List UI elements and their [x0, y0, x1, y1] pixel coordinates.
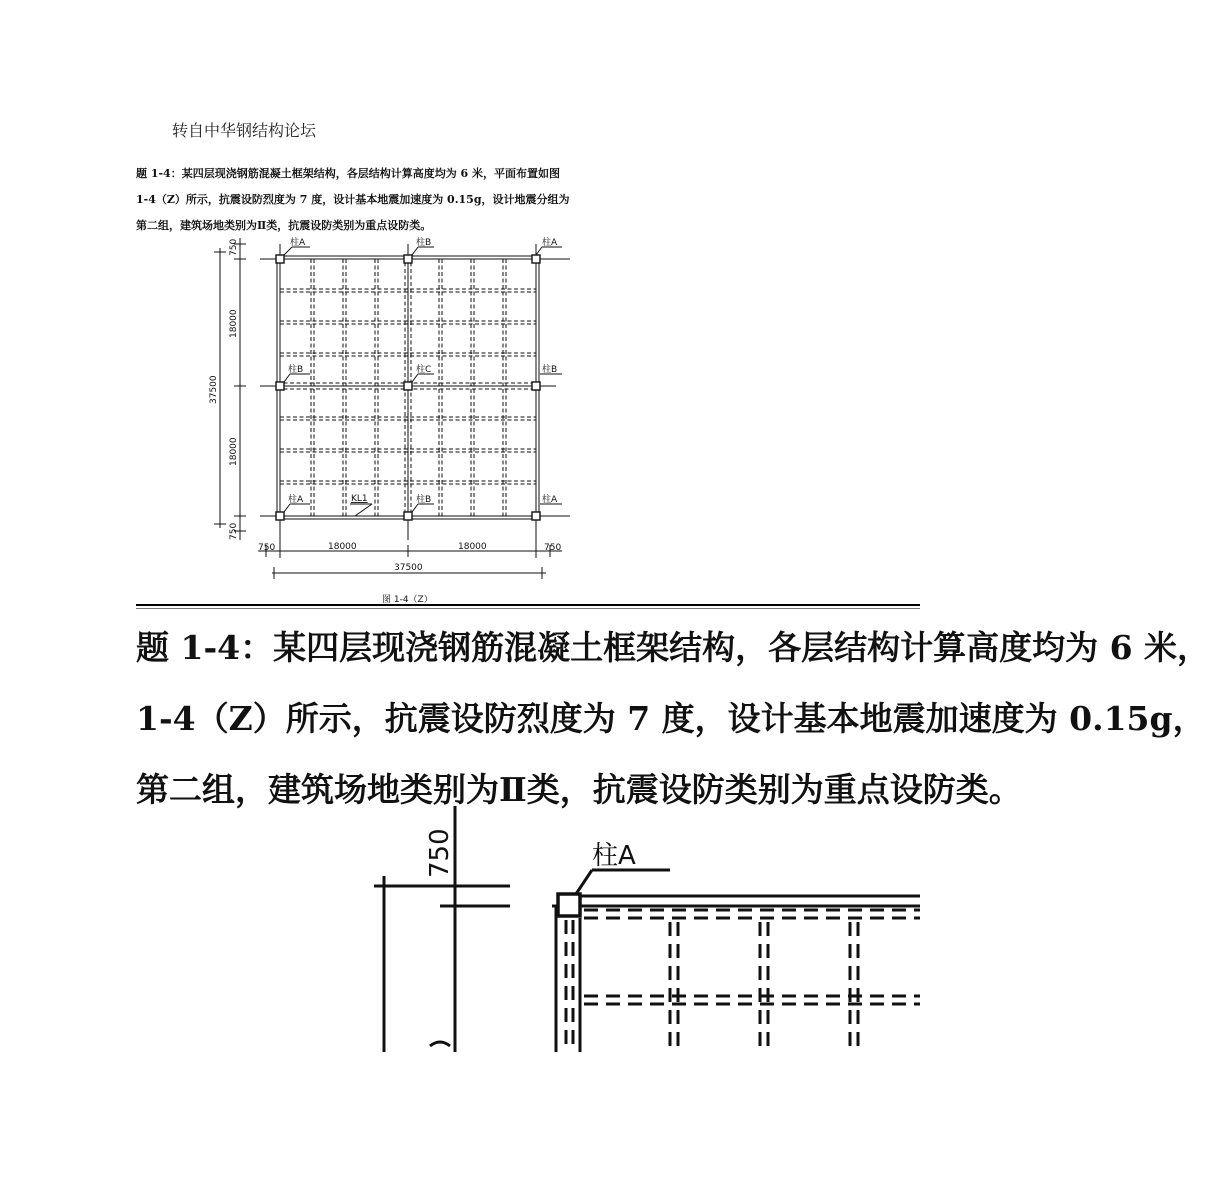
- column-a-bottom-right: [532, 512, 540, 520]
- dim-left-750-bottom: 750: [229, 522, 239, 540]
- zoom-question-line-1: 题 1-4：某四层现浇钢筋混凝土框架结构，各层结构计算高度均为 6 米，: [136, 628, 1210, 667]
- label-kl1: KL1: [351, 494, 368, 504]
- label-zhu-a-3: 柱A: [288, 495, 304, 505]
- question-line-2: 1-4（Z）所示，抗震设防烈度为 7 度，设计基本地震加速度为 0.15g，设计地震分组为: [136, 193, 570, 206]
- column-b-mid-left: [276, 382, 284, 390]
- label-zhu-c: 柱C: [416, 365, 432, 375]
- label-zhu-a-2: 柱A: [542, 238, 558, 248]
- question-line-3: 第二组，建筑场地类别为Ⅱ类，抗震设防类别为重点设防类。: [136, 219, 432, 232]
- question-text-zoomed: [136, 612, 1210, 825]
- dim-bottom-750-left: 750: [258, 543, 276, 553]
- question-line-1: 题 1-4：某四层现浇钢筋混凝土框架结构，各层结构计算高度均为 6 米，平面布置如图: [136, 167, 561, 180]
- dim-left-750-top: 750: [229, 238, 239, 256]
- column-a-top-left: [276, 255, 284, 263]
- dim-bottom-750-right: 750: [544, 543, 562, 553]
- label-zhu-b-4: 柱B: [416, 495, 432, 505]
- floor-plan-figure: [200, 228, 580, 606]
- zoom-question-line-2: 1-4（Z）所示，抗震设防烈度为 7 度，设计基本地震加速度为 0.15g，: [136, 699, 1206, 738]
- figure-caption: 图 1-4（Z）: [382, 595, 433, 605]
- dim-bottom-37500: 37500: [394, 563, 423, 573]
- label-zhu-b-3: 柱B: [542, 365, 558, 375]
- zoom-dim-750: 750: [425, 828, 455, 878]
- label-zhu-a-4: 柱A: [542, 495, 558, 505]
- zoom-column-a: [558, 894, 580, 916]
- figure-zoom-detail: [370, 806, 920, 1052]
- column-b-mid-right: [532, 382, 540, 390]
- zoom-question-line-3: 第二组，建筑场地类别为Ⅱ类，抗震设防类别为重点设防类。: [136, 770, 1022, 809]
- column-a-bottom-left: [276, 512, 284, 520]
- column-a-top-right: [532, 255, 540, 263]
- dim-bottom-18000-right: 18000: [458, 542, 487, 552]
- dim-left-37500: 37500: [209, 375, 219, 404]
- zoom-label-zhu-a: 柱A: [592, 841, 636, 871]
- label-zhu-a-1: 柱A: [290, 238, 306, 248]
- slab-panel-grid: [260, 244, 570, 558]
- column-b-bottom-mid: [404, 512, 412, 520]
- dim-left-18000-top: 18000: [229, 309, 239, 338]
- dim-left-18000-bottom: 18000: [229, 437, 239, 466]
- dim-bottom-18000-left: 18000: [328, 542, 357, 552]
- divider-line-thin: [136, 608, 920, 609]
- source-note: 转自中华钢结构论坛: [172, 121, 317, 140]
- label-zhu-b-1: 柱B: [416, 238, 432, 248]
- divider-line: [136, 604, 920, 606]
- label-zhu-b-2: 柱B: [288, 365, 304, 375]
- column-c-center: [404, 382, 412, 390]
- column-b-top-mid: [404, 255, 412, 263]
